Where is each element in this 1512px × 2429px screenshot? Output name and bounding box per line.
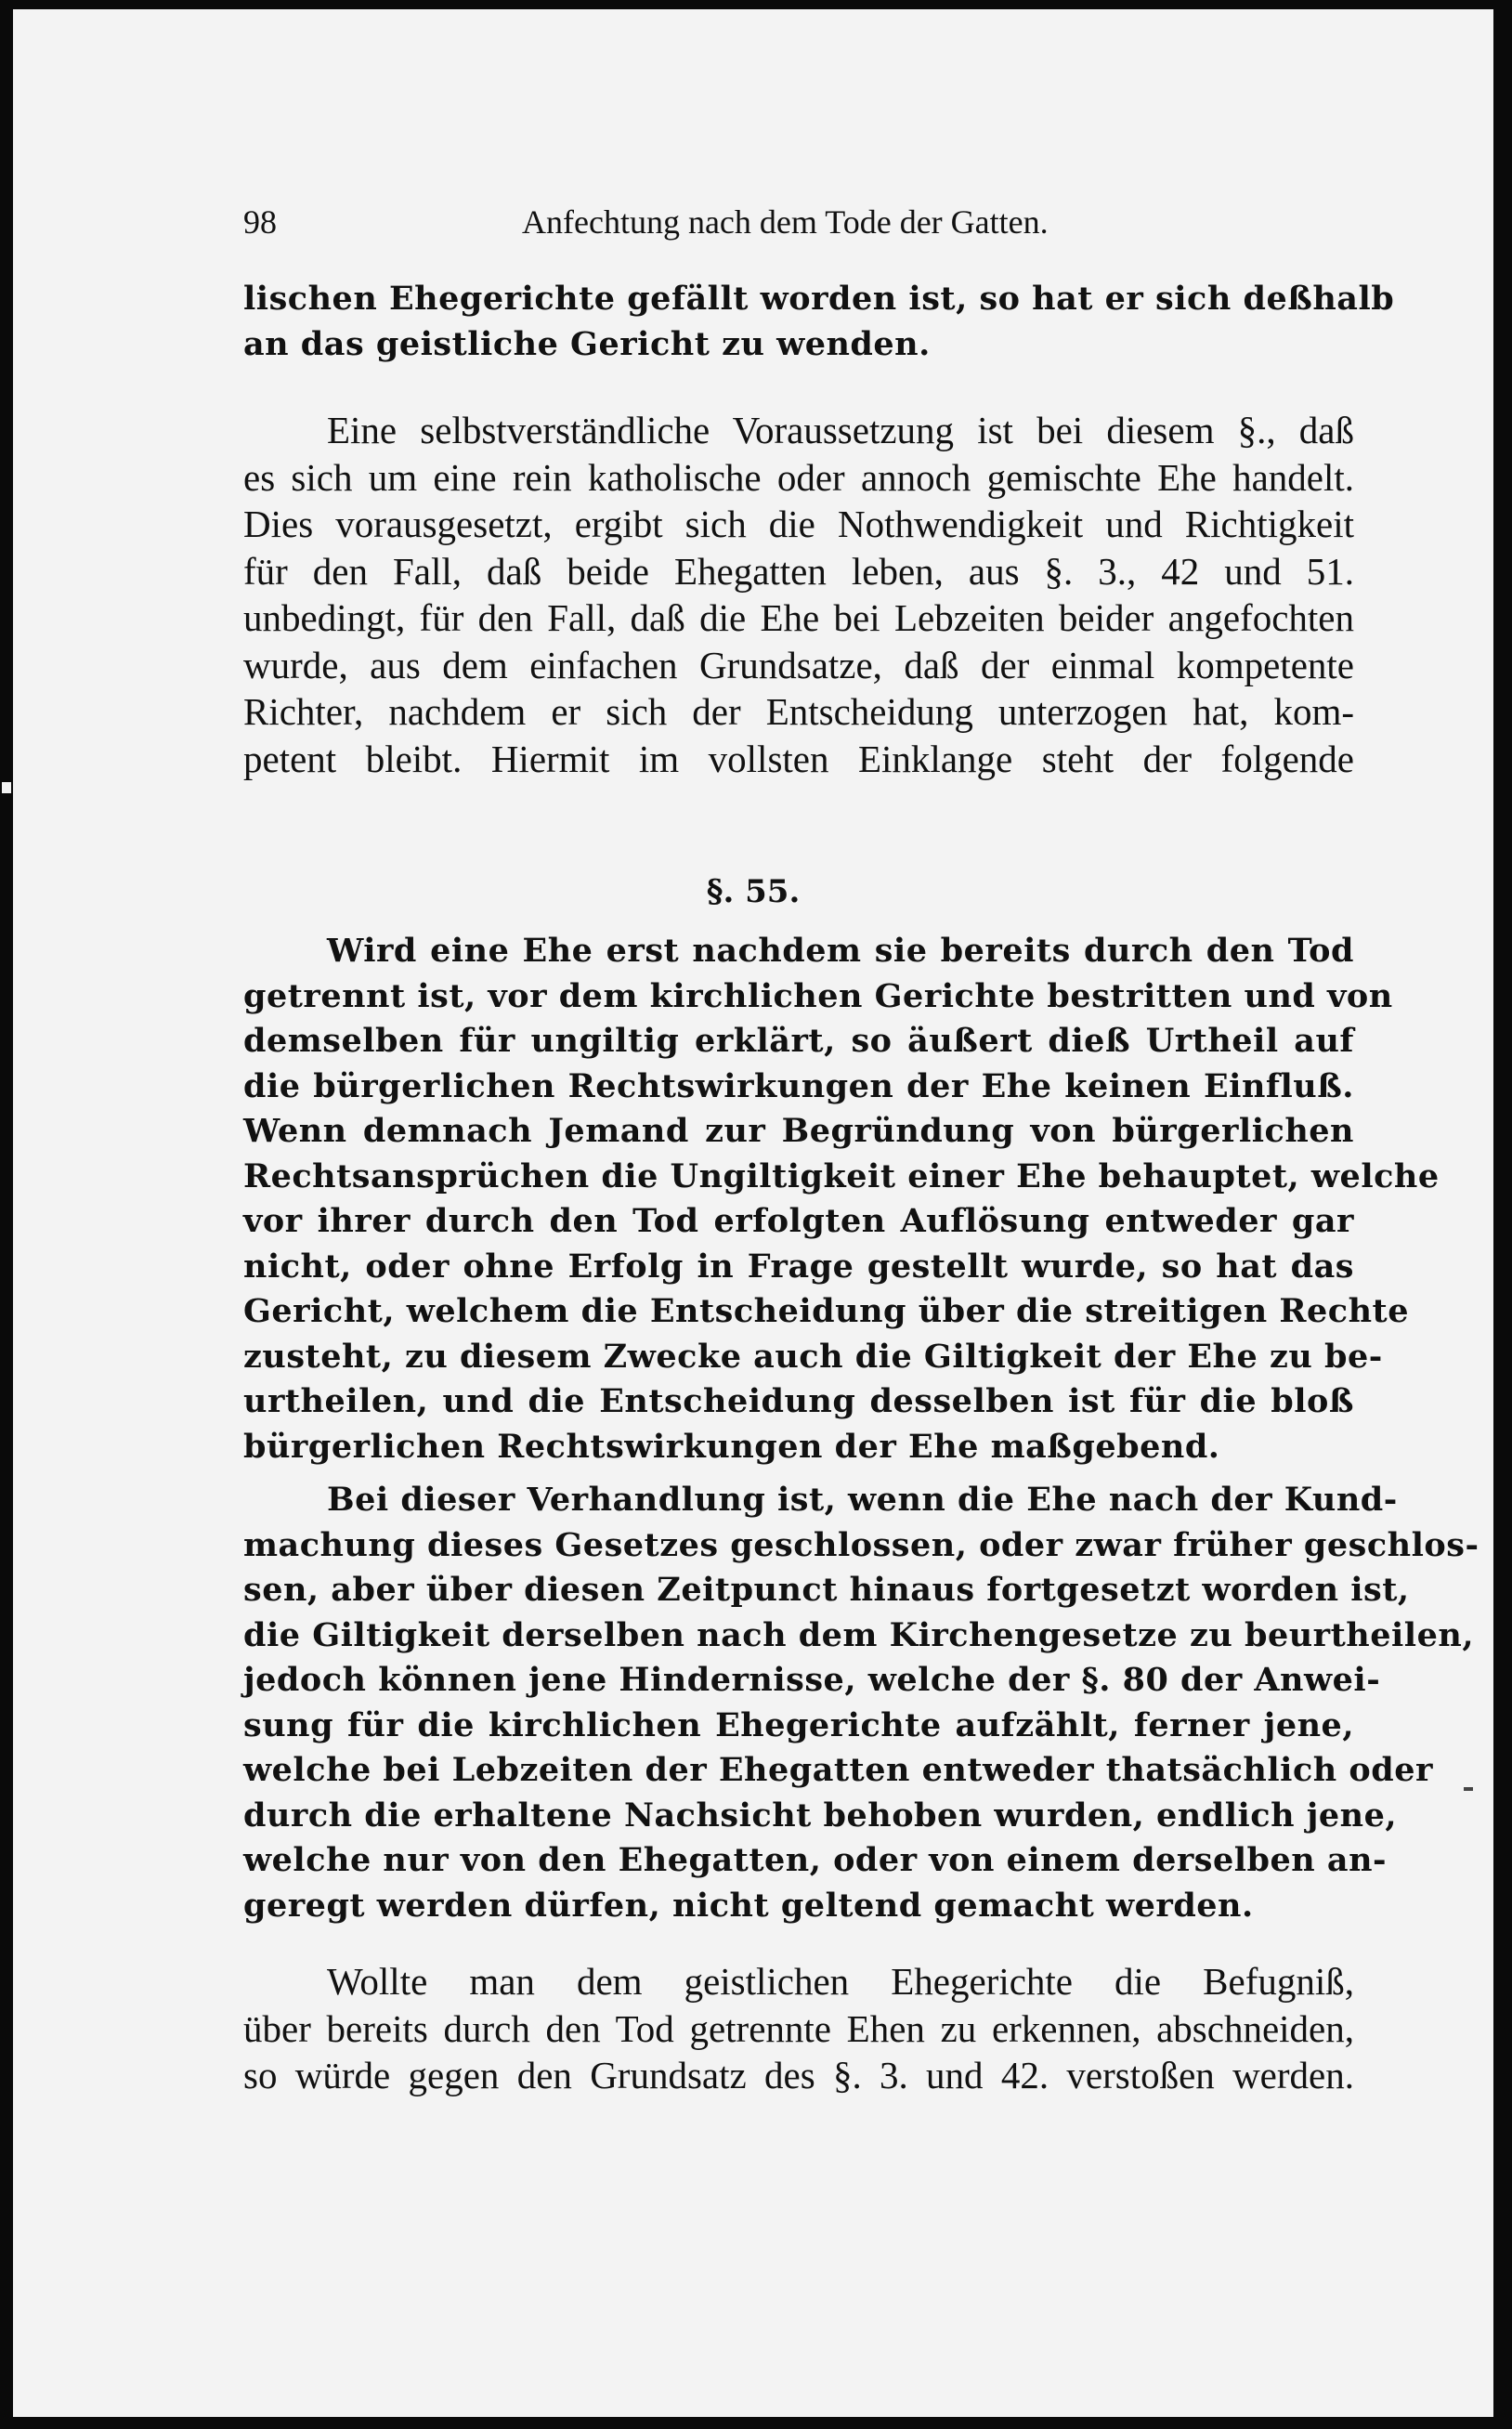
- text-line: unbedingt, für den Fall, daß die Ehe bei Lebzeiten beider angefochten: [243, 596, 1354, 639]
- text-line: zusteht, zu diesem Zwecke auch die Giltigkeit der Ehe zu be-: [243, 1337, 1383, 1376]
- text-line: Bei dieser Verhandlung ist, wenn die Ehe nach der Kund-: [327, 1481, 1398, 1519]
- text-line: Wenn demnach Jemand zur Begründung von bürgerlichen: [243, 1112, 1354, 1150]
- text-line: urtheilen, und die Entscheidung desselben ist für die bloß: [243, 1382, 1354, 1420]
- text-line: machung dieses Gesetzes geschlossen, oder zwar früher geschlos-: [243, 1525, 1479, 1564]
- page-header: [243, 202, 1354, 255]
- scan-edge-mark: [2, 782, 11, 793]
- text-line: wurde, aus dem einfachen Grundsatze, daß der einmal kompetente: [243, 643, 1354, 686]
- closing-commentary: [243, 1958, 1354, 2099]
- text-line: jedoch können jene Hindernisse, welche der §. 80 der Anwei-: [243, 1661, 1381, 1699]
- text-line: sen, aber über diesen Zeitpunct hinaus fortgesetzt worden ist,: [243, 1571, 1410, 1609]
- section-heading: §. 55.: [706, 873, 801, 910]
- text-line: sung für die kirchlichen Ehegerichte aufzählt, ferner jene,: [243, 1705, 1354, 1744]
- text-line: durch die erhaltene Nachsicht behoben wurden, endlich jene,: [243, 1796, 1398, 1835]
- statute-paragraph-2: [243, 1478, 1479, 1928]
- text-line: für den Fall, daß beide Ehegatten leben, aus §. 3., 42 und 51.: [243, 549, 1354, 593]
- text-line: petent bleibt. Hiermit im vollsten Einklange steht der folgende: [243, 737, 1354, 780]
- text-line: getrennt ist, vor dem kirchlichen Gerichte bestritten und von: [243, 976, 1393, 1015]
- text-line: lischen Ehegerichte gefällt worden ist, so hat er sich deßhalb: [243, 280, 1395, 318]
- text-line: demselben für ungiltig erklärt, so äußert dieß Urtheil auf: [243, 1022, 1354, 1060]
- scan-speck: [1464, 1787, 1473, 1791]
- page-number: 98: [243, 203, 277, 241]
- commentary-paragraph: [243, 407, 1354, 782]
- continued-paragraph: [243, 277, 1395, 367]
- text-line: vor ihrer durch den Tod erfolgten Auflösung entweder gar: [243, 1202, 1354, 1240]
- text-line: Rechtsansprüchen die Ungiltigkeit einer Ehe behauptet, welche: [243, 1156, 1440, 1195]
- text-line: die Giltigkeit derselben nach dem Kirchengesetze zu beurtheilen,: [243, 1615, 1475, 1654]
- running-title: Anfechtung nach dem Tode der Gatten.: [522, 203, 1049, 241]
- statute-paragraph-1: [243, 929, 1440, 1469]
- text-line: nicht, oder ohne Erfolg in Frage gestellt wurde, so hat das: [243, 1247, 1354, 1286]
- text-line: geregt werden dürfen, nicht geltend gemacht werden.: [243, 1886, 1254, 1925]
- text-line: Richter, nachdem er sich der Entscheidung unterzogen hat, kom-: [243, 690, 1354, 733]
- text-line: Dies vorausgesetzt, ergibt sich die Nothwendigkeit und Richtigkeit: [243, 503, 1354, 545]
- text-line: so würde gegen den Grundsatz des §. 3. und 42. verstoßen werden.: [243, 2054, 1354, 2096]
- text-line: Wird eine Ehe erst nachdem sie bereits durch den Tod: [327, 932, 1354, 970]
- text-line: es sich um eine rein katholische oder annoch gemischte Ehe handelt.: [243, 455, 1354, 499]
- text-line: welche nur von den Ehegatten, oder von einem derselben an-: [243, 1841, 1388, 1879]
- text-line: die bürgerlichen Rechtswirkungen der Ehe keinen Einfluß.: [243, 1066, 1354, 1105]
- book-page: [13, 9, 1493, 2417]
- text-line: an das geistliche Gericht zu wenden.: [243, 324, 931, 363]
- text-line: Gericht, welchem die Entscheidung über die streitigen Rechte: [243, 1292, 1409, 1330]
- text-line: Eine selbstverständliche Voraussetzung ist bei diesem §., daß: [327, 409, 1354, 451]
- text-line: bürgerlichen Rechtswirkungen der Ehe maßgebend.: [243, 1427, 1220, 1466]
- text-line: über bereits durch den Tod getrennte Ehen zu erkennen, abschneiden,: [243, 2006, 1354, 2050]
- text-line: Wollte man dem geistlichen Ehegerichte die Befugniß,: [327, 1960, 1354, 2003]
- text-line: welche bei Lebzeiten der Ehegatten entweder thatsächlich oder: [243, 1751, 1433, 1789]
